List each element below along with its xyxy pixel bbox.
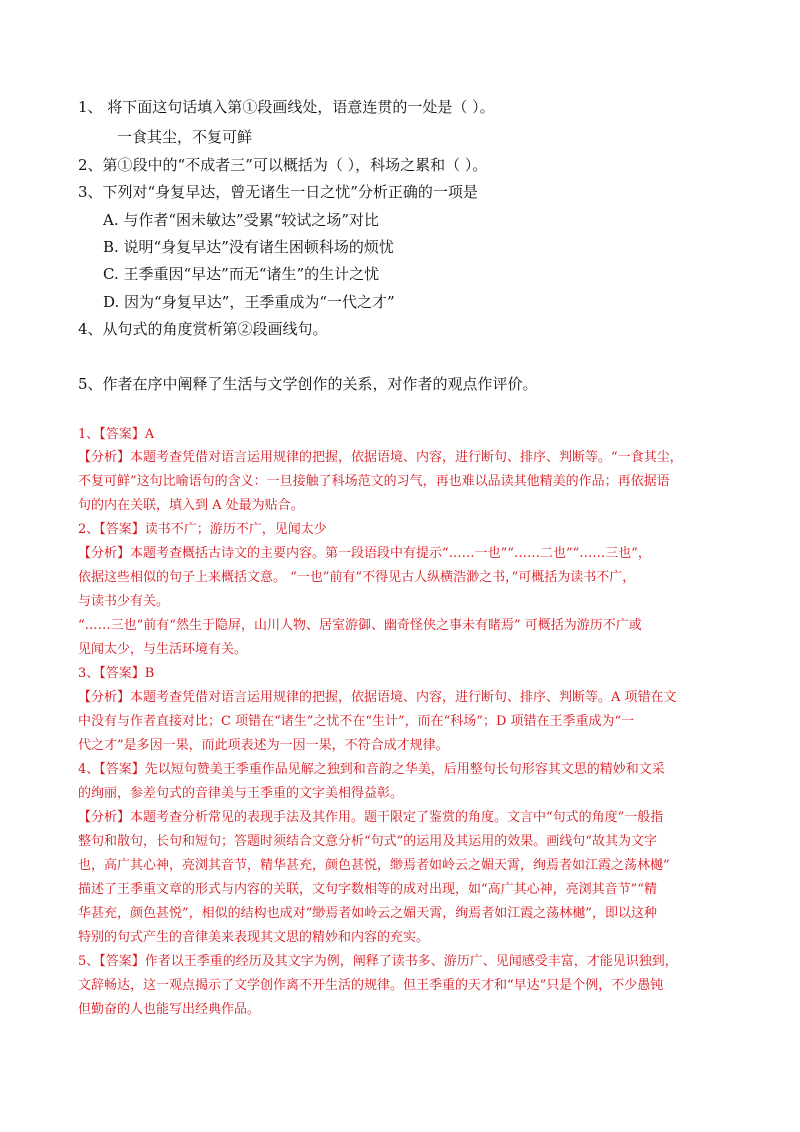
answer-5-line: 5、【答案】作者以王季重的经历及其文字为例，阐释了读书多、游历广、见闻感受丰富，才能见识独到， — [78, 954, 678, 969]
answer-3-analysis-line: 【分析】本题考查凭借对语言运用规律的把握，依据语境、内容，进行断句、排序、判断等。A 项错在文 — [78, 690, 677, 705]
question-3-option-c: C. 王季重因“早达”而无“诸生”的生计之忧 — [103, 265, 380, 283]
answer-4-line: 的绚丽，参差句式的音律美与王季重的文字美相得益彰。 — [78, 786, 404, 801]
answer-4-line: 也，高广其心神，亮浏其音节，精华甚充，颜色甚悦，缈焉者如岭云之媚天霄，绚焉者如江霞之荡林樾” — [78, 858, 670, 873]
answer-3-analysis-line: 中没有与作者直接对比；C 项错在“诸生”之忧不在“生计”，而在“科场”；D 项错在王季重成为“一 — [78, 714, 635, 729]
question-5: 5、作者在序中阐释了生活与文学创作的关系，对作者的观点作评价。 — [78, 375, 538, 393]
answer-2-head: 2、【答案】读书不广；游历不广，见闻太少 — [78, 522, 327, 537]
answer-1-analysis-line: 句的内在关联，填入到 A 处最为贴合。 — [78, 498, 304, 513]
answer-3-head: 3、【答案】B — [78, 666, 155, 681]
answer-5-line: 文辞畅达，这一观点揭示了文学创作离不开生活的规律。但王季重的天才和“早达”只是个例，不少愚钝 — [78, 978, 664, 993]
answer-1-head: 1、【答案】A — [78, 427, 155, 442]
answer-1-analysis-line: 【分析】本题考查凭借对语言运用规律的把握，依据语境、内容，进行断句、排序、判断等。“一食其尘， — [78, 450, 683, 465]
answer-3-analysis-line: 代之才”是多因一果，而此项表述为一因一果，不符合成才规律。 — [78, 738, 449, 753]
answer-4-line: 特别的句式产生的音律美来表现其文思的精妙和内容的充实。 — [78, 930, 430, 945]
question-2: 2、第①段中的“不成者三”可以概括为（ ），科场之累和（ ）。 — [78, 156, 488, 174]
question-3-option-d: D. 因为“身复早达”，王季重成为“一代之才” — [103, 293, 395, 311]
answer-4-line: 4、【答案】先以短句赞美王季重作品见解之独到和音韵之华美，后用整句长句形容其文思的精妙和文采 — [78, 762, 665, 777]
question-3-option-b: B. 说明“身复早达”没有诸生困顿科场的烦忧 — [103, 238, 394, 256]
answer-5-line: 但勤奋的人也能写出经典作品。 — [78, 1002, 261, 1017]
answer-2-analysis-line: “……三也”前有“然生于隐屏，山川人物、居室游御、幽奇怪侠之事未有睹焉” 可概括为游历不广或 — [78, 618, 642, 633]
answer-2-analysis-line: 见闻太少，与生活环境有关。 — [78, 642, 248, 657]
answer-4-line: 整句和散句，长句和短句；答题时须结合文意分析“句式”的运用及其运用的效果。画线句“故其为文字 — [78, 834, 657, 849]
question-3: 3、下列对“身复早达，曾无诸生一日之忧”分析正确的一项是 — [78, 183, 478, 201]
answer-1-analysis-line: 不复可鲜”这句比喻语句的含义：一旦接触了科场范文的习气，再也难以品读其他精美的作品；再依据语 — [78, 474, 670, 489]
answer-4-line: 描述了王季重文章的形式与内容的关联，文句字数相等的成对出现，如“高广其心神，亮浏其音节”“精 — [78, 882, 657, 897]
question-4: 4、从句式的角度赏析第②段画线句。 — [78, 320, 328, 338]
question-3-option-a: A. 与作者“困未敏达”受累“较试之场”对比 — [103, 211, 380, 229]
answer-2-analysis-line: 依据这些相似的句子上来概括文意。 “一也”前有“不得见古人纵横浩渺之书，”可概括为读书不广， — [78, 570, 636, 585]
answer-4-line: 华甚充，颜色甚悦”，相似的结构也成对“缈焉者如岭云之媚天霄，绚焉者如江霞之荡林樾”，即以这种 — [78, 906, 657, 921]
answer-2-analysis-line: 【分析】本题考查概括古诗文的主要内容。第一段语段中有提示“……一也”“……二也”“……三也”， — [78, 546, 651, 561]
question-1: 1、 将下面这句话填入第①段画线处，语意连贯的一处是（ ）。 — [78, 98, 495, 116]
answer-4-line: 【分析】本题考查分析常见的表现手法及其作用。题干限定了鉴赏的角度。文言中“句式的角度”一般指 — [78, 810, 664, 825]
answer-2-analysis-line: 与读书少有关。 — [78, 594, 170, 609]
question-1-sentence: 一食其尘，不复可鲜 — [117, 128, 253, 146]
